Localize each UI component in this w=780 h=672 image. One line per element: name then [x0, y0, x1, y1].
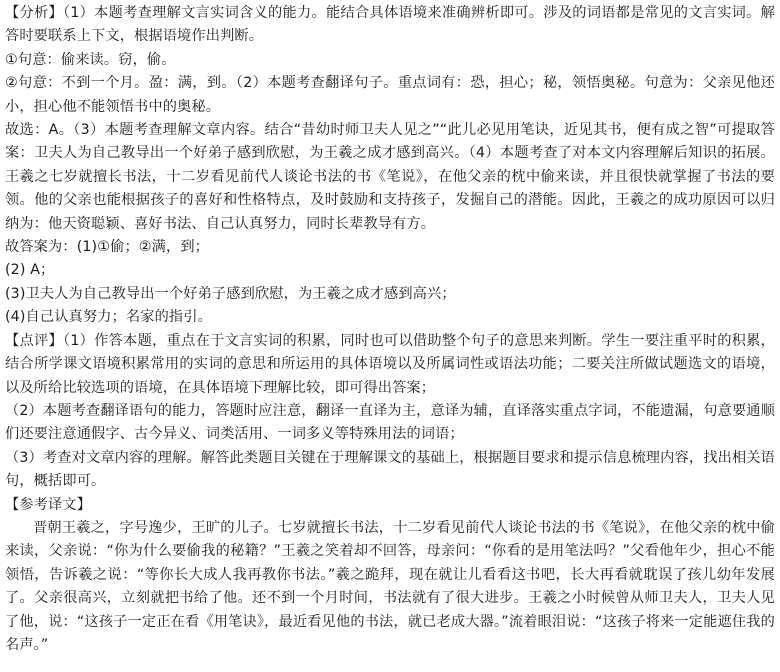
- analysis-tag: 【分析】: [5, 5, 63, 21]
- comment-tag: 【点评】: [5, 332, 63, 349]
- comment-paragraph-3: （3）考查对文章内容的理解。解答此类题目关键在于理解课文的基础上，根据题目要求和提示信息梳理内容，找出相关语句，概括即可。: [5, 449, 775, 490]
- analysis-paragraph-3: ②句意：不到一个月。盈：满，到。（2）本题考查翻译句子。重点词有：恐，担心；秘，领悟奥秘。句意为：父亲见他还小，担心他不能领悟书中的奥秘。: [5, 75, 775, 115]
- comment-text-1: （1）作答本题，重点在于文言实词的积累，同时也可以借助整个句子的意思来判断。学生一要注重平时的积累，结合所学课文语境积累常用的实词的意思和所运用的具体语境以及所属词性或语法功能；二要关注所做试题选文的语境，以及所给比较选项的语境，在具体语境下理解比较，即可得出答案；: [5, 332, 775, 396]
- analysis-text-1: （1）本题考查理解文言实词含义的能力。能结合具体语境来准确辨析即可。涉及的词语都是常见的文言实词。解答时要联系上下文，根据语境作出判断。: [5, 5, 775, 45]
- analysis-paragraph-1: [5, 2, 775, 49]
- answer-line-2: (2) A；: [5, 262, 55, 279]
- answer-line-1: 故答案为：(1)①偷；②满，到；: [5, 239, 209, 256]
- analysis-paragraph-2: ①句意：偷来读。窃，偷。: [5, 51, 176, 68]
- translation-paragraph: 晋朝王羲之，字号逸少，王旷的儿子。七岁就擅长书法，十二岁看见前代人谈论书法的书《笔说》，在他父亲的枕中偷来读，父亲说：“你为什么要偷我的秘籍？”王羲之笑着却不回答，母亲问：“你看的是用笔法吗？”父看他年少，担心不能领悟，告诉羲之说：“等你长大成人我再教你书法。”羲之跪拜，现在就让儿看看这书吧，长大再看就耽误了孩儿幼年发展了。父亲很高兴，立刻就把书给了他。还不到一个月时间，书法就有了很大进步。王羲之小时候曾从师卫夫人，卫夫人见了他，说：“这孩子一定正在看《用笔诀》，最近看见他的书法，就已老成大器。”流着眼泪说：“这孩子将来一定能遮住我的名声。”: [5, 519, 775, 653]
- answer-line-3: (3)卫夫人为自己教导出一个好弟子感到欣慰，为王羲之成才感到高兴；: [5, 285, 456, 302]
- comment-paragraph-1: [5, 330, 775, 400]
- comment-paragraph-2: （2）本题考查翻译语句的能力，答题时应注意，翻译一直译为主，意译为辅，直译落实重点字词，不能遗漏，句意要通顺们还要注意通假字、古今异义、词类活用、一词多义等特殊用法的词语；: [5, 402, 775, 443]
- analysis-paragraph-4: 故选：A。（3）本题考查理解文章内容。结合“昔幼时师卫夫人见之”“此儿必见用笔诀，近见其书，便有成之智”可提取答案：卫夫人为自己教导出一个好弟子感到欣慰，为王羲之成才感到高兴。（4）本题考查了对本文内容理解后知识的拓展。王羲之七岁就擅长书法，十二岁看见前代人谈论书法的书《笔说》，在他父亲的枕中偷来读，并且很快就掌握了书法的要领。他的父亲也能根据孩子的喜好和性格特点，及时鼓励和支持孩子，发掘自己的潜能。因此，王羲之的成功原因可以归纳为：他天资聪颖、喜好书法、自己认真努力，同时长辈教导有方。: [5, 122, 775, 232]
- translation-tag: 【参考译文】: [5, 496, 92, 513]
- answer-line-4: (4)自己认真努力；名家的指引。: [5, 309, 212, 326]
